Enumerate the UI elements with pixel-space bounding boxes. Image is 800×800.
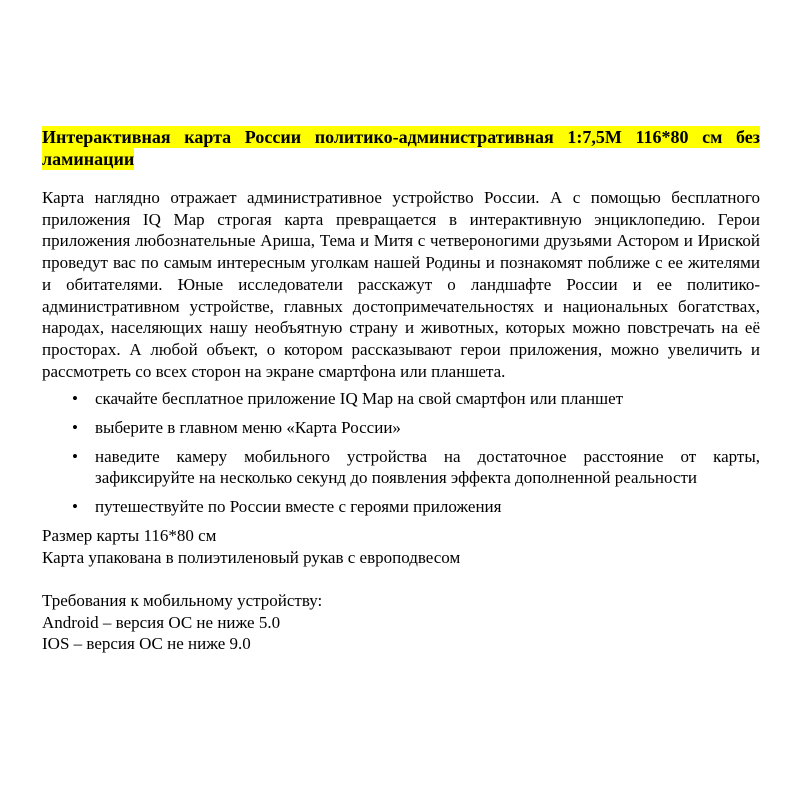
product-description: Карта наглядно отражает административное устройство России. А с помощью бесплатного приложения IQ Map строгая карта превращается в интерактивную энциклопедию. Герои приложения любознательные Ариша, Тема и Митя с четвероногими друзьями Астором и Ириской проведут вас по самым интересным уголкам нашей Родины и познакомят поближе с ее жителями и обитателями. Юные исследователи расскажут о ландшафте России и ее политико-административном устройстве, главных достопримечательностях и национальных богатствах, народах, населяющих нашу необъятную страну и животных, которых можно повстречать на её просторах. А любой объект, о котором рассказывают герои приложения, можно увеличить и рассмотреть со всех сторон на экране смартфона или планшета.: [42, 188, 760, 381]
spacer: [42, 568, 760, 590]
requirement-ios: IOS – версия ОС не ниже 9.0: [42, 634, 251, 654]
instruction-item: • скачайте бесплатное приложение IQ Map на свой смартфон или планшет: [42, 388, 760, 410]
map-size-line: Размер карты 116*80 см: [42, 525, 217, 545]
requirements-heading: Требования к мобильному устройству:: [42, 590, 323, 610]
product-title: [42, 126, 760, 170]
packaging-line: Карта упакована в полиэтиленовый рукав с европодвесом: [42, 547, 461, 567]
instruction-item: • наведите камеру мобильного устройства на достаточное расстояние от карты, зафиксируйте на несколько секунд до появления эффекта дополненной реальности: [42, 446, 760, 489]
instruction-item: • выберите в главном меню «Карта России»: [42, 417, 760, 439]
title-highlight: Интерактивная карта России политико-административная 1:7,5М 116*80 см без ламинации: [42, 127, 760, 169]
requirement-android: Android – версия ОС не ниже 5.0: [42, 612, 281, 632]
instructions-list: [42, 388, 760, 518]
instruction-item: • путешествуйте по России вместе с героями приложения: [42, 496, 760, 518]
